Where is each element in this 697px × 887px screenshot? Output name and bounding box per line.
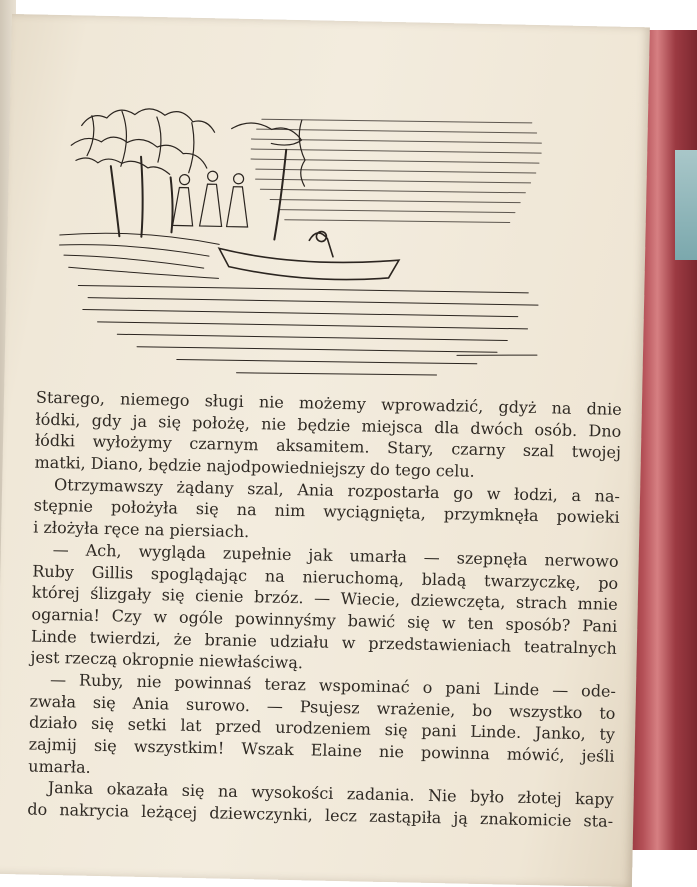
body-text: [27, 387, 622, 833]
text-line: Starego, niemego sługi nie możemy wprowadzić, gdyż na dnie: [35, 387, 622, 419]
water-lines: [77, 283, 539, 379]
text-line: do nakrycia leżącej dziewczynki, lecz zastąpiła ją znakomicie sta-: [27, 799, 614, 831]
background-hatching: [250, 117, 542, 225]
shore-hatching: [59, 232, 220, 278]
text-line: zwała się Ania surowo. — Psujesz wrażenie, bo wszystko to: [29, 691, 616, 723]
cover-insert: [675, 150, 697, 260]
boat: [219, 229, 400, 280]
girls-on-shore: [173, 170, 249, 227]
tree-trunks: [109, 146, 286, 240]
text-line: Linde twierdzi, że branie udziału w przedstawieniach teatralnych: [30, 626, 617, 658]
text-line: łódki, gdy ja się położę, nie będzie miejsca dla dwóch osób. Dno: [35, 409, 622, 441]
text-line: jest rzeczą okropnie niewłaściwą.: [30, 647, 304, 673]
text-line: Janka okazała się na wysokości zadania. Nie było złotej kapy: [47, 778, 614, 810]
text-line: ogarnia! Czy w ogóle powinnyśmy bawić się w ten sposób? Pani: [31, 604, 618, 636]
lake-boat-illustration: [56, 85, 562, 395]
text-line: — Ach, wygląda zupełnie jak umarła — szepnęła nerwowo: [52, 539, 619, 571]
text-line: matki, Diano, będzie najodpowiedniejszy do tego celu.: [34, 452, 475, 481]
text-line: której ślizgały się cienie brzóz. — Wiecie, dziewczęta, strach mnie: [31, 582, 618, 614]
book-page: [0, 14, 650, 887]
text-line: zajmij się wszystkim! Wszak Elaine nie powinna mówić, jeśli: [28, 734, 615, 766]
text-line: działo się setki lat przed urodzeniem się pani Linde. Janko, ty: [28, 712, 616, 745]
text-line: i złożyła ręce na piersiach.: [33, 517, 250, 542]
text-line: Otrzymawszy żądany szal, Ania rozpostarła go w łodzi, a na-: [53, 474, 621, 506]
text-line: łódki wyłożymy czarnym aksamitem. Stary, czarny szal twojej: [34, 430, 622, 463]
text-line: stępnie położyła się na nim wyciągnięta, przymknęła powieki: [33, 496, 620, 528]
text-line: Ruby Gillis spoglądając na nieruchomą, bladą twarzyczkę, po: [32, 561, 619, 593]
text-line: umarła.: [28, 756, 91, 777]
text-line: — Ruby, nie powinnaś teraz wspominać o pani Linde — ode-: [49, 669, 617, 701]
